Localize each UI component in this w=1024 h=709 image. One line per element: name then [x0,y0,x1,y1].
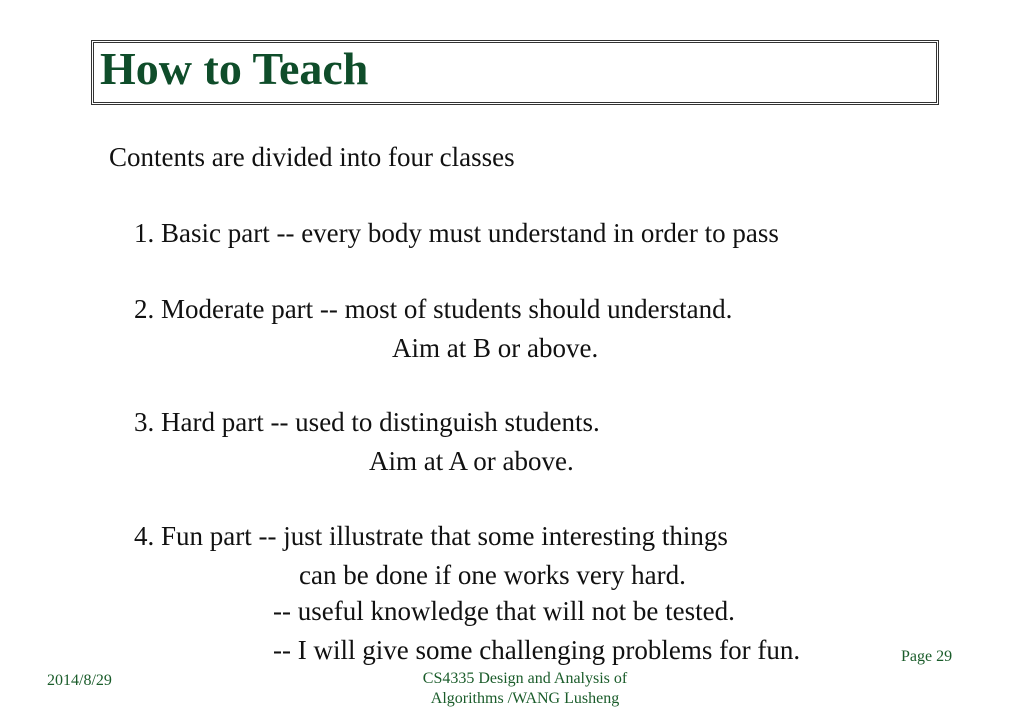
intro-text: Contents are divided into four classes [109,142,515,172]
footer-course-line-2: Algorithms /WANG Lusheng [430,690,620,707]
item-moderate: 2. Moderate part -- most of students should understand. [134,294,733,324]
footer-course-line-1: CS4335 Design and Analysis of [422,670,628,687]
page-number: Page 29 [901,648,953,665]
footer-date: 2014/8/29 [47,672,112,689]
slide-title: How to Teach [100,43,369,94]
item-fun-continued: can be done if one works very hard. [299,560,686,590]
item-hard-aim: Aim at A or above. [369,446,574,476]
item-moderate-aim: Aim at B or above. [392,333,599,363]
item-basic: 1. Basic part -- every body must understand in order to pass [134,218,779,248]
item-fun-note-2: -- I will give some challenging problems for fun. [273,635,801,665]
item-fun: 4. Fun part -- just illustrate that some interesting things [134,521,728,551]
item-hard: 3. Hard part -- used to distinguish students. [134,407,600,437]
item-fun-note-1: -- useful knowledge that will not be tested. [273,596,735,626]
